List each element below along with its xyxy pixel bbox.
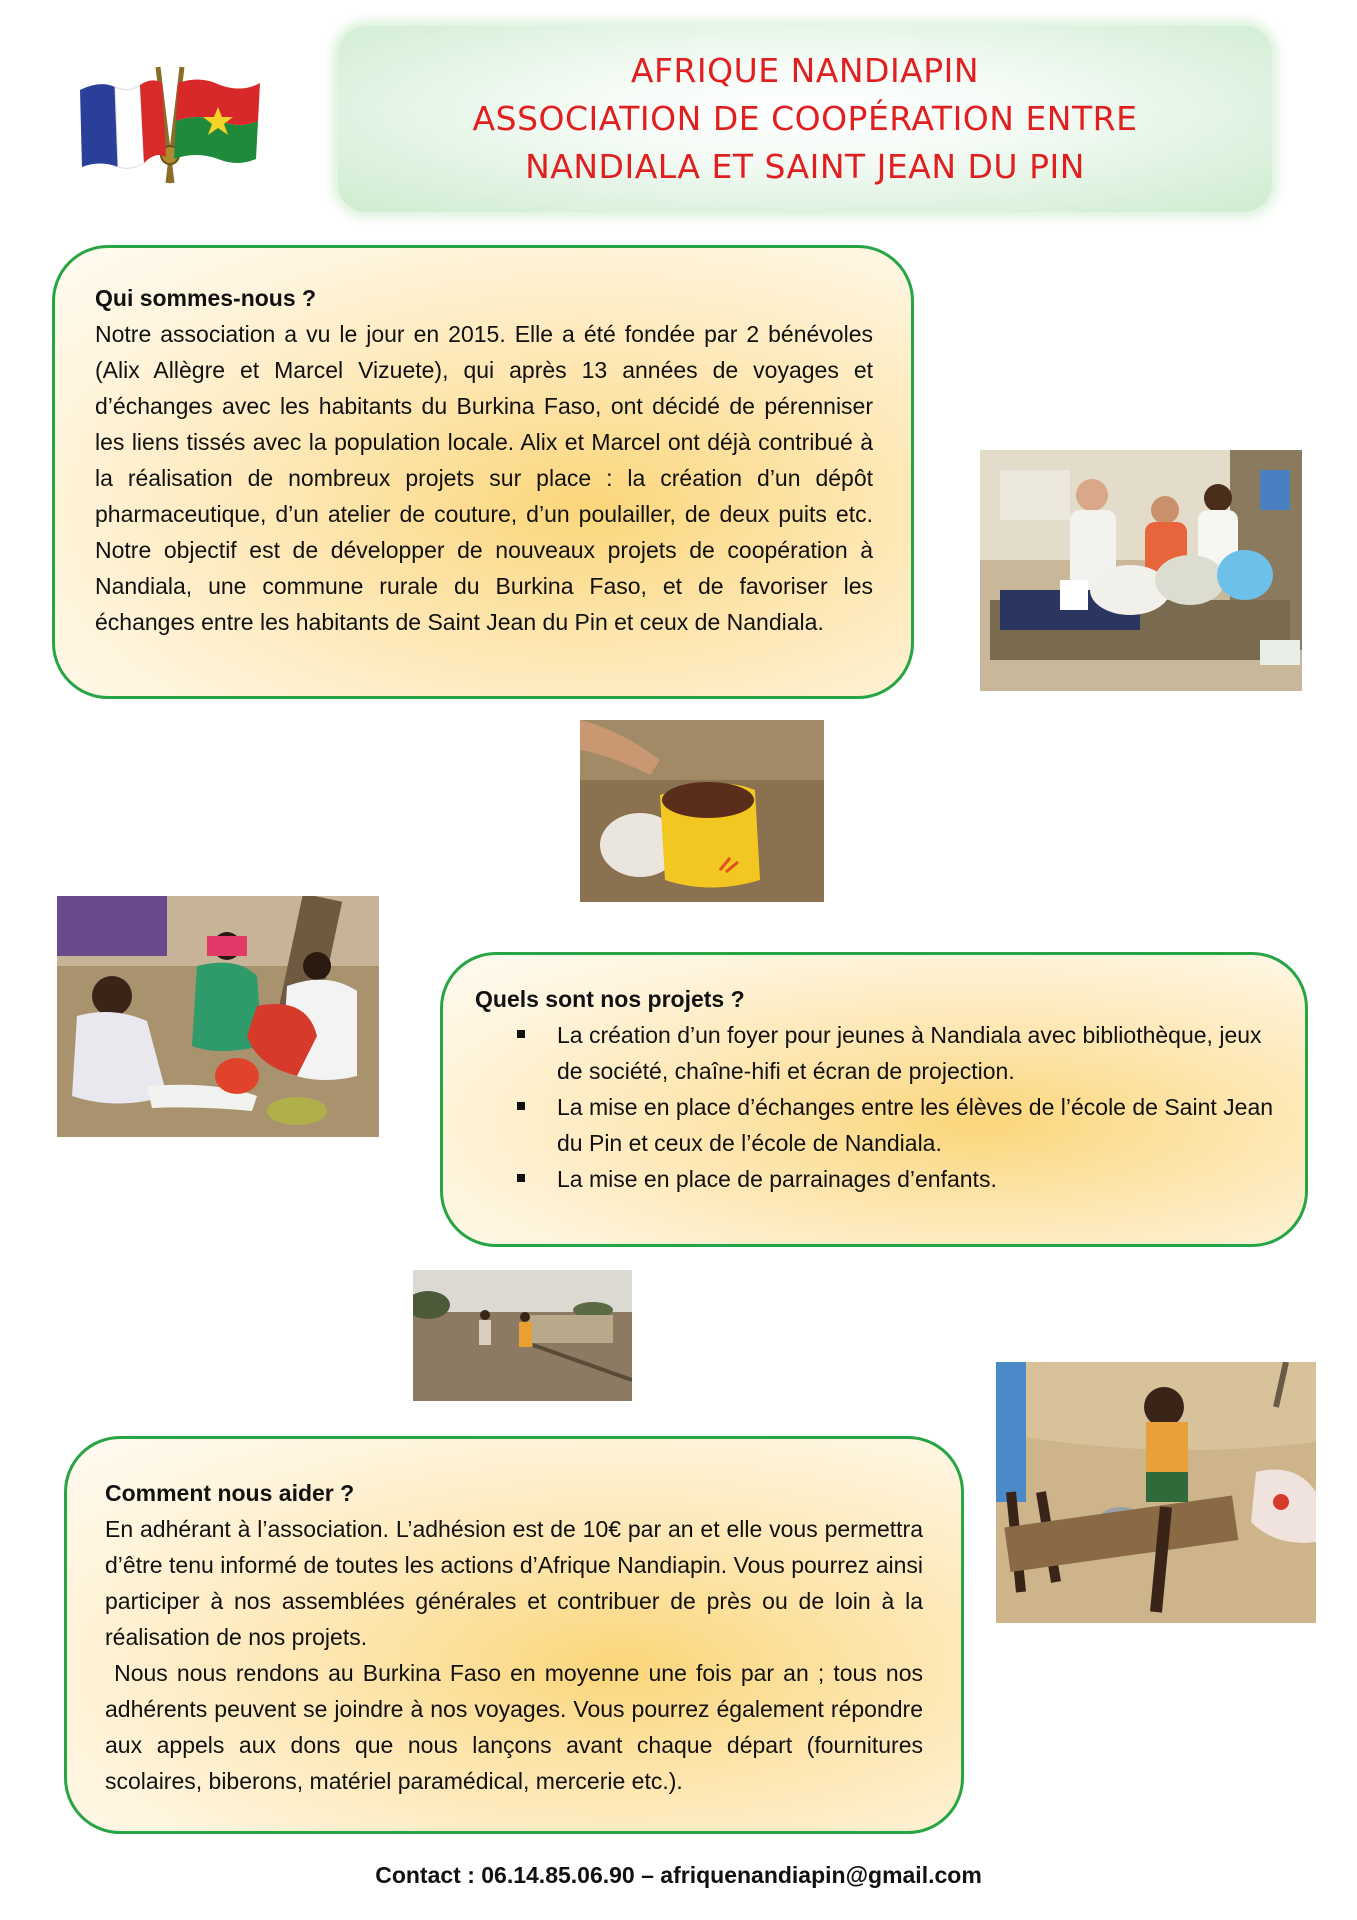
contact-line: Contact : 06.14.85.06.90 – afriquenandiapin@gmail.com	[375, 1862, 982, 1888]
section-2-title: Quels sont nos projets ?	[475, 986, 745, 1012]
section-1-text: Notre association a vu le jour en 2015. Elle a été fondée par 2 bénévoles (Alix Allègre et Marcel Vizuete), qui après 13 années de voyages et d’échanges avec les habitants du Burkina Faso, ont décidé de pérenniser les liens tissés avec la population locale. Alix et Marcel ont déjà contribué à la réalisation de nombreux projets sur place : la création d’un dépôt pharmaceutique, d’un atelier de couture, d’un poulailler, de deux puits etc. Notre objectif est de développer de nouveaux projets de coopération à Nandiala, une commune rurale du Burkina Faso, et de favoriser les échanges entre les habitants de Saint Jean du Pin et ceux de Nandiala.	[95, 321, 873, 635]
photo-women-sitting	[57, 896, 379, 1137]
section-3-paragraph-1: En adhérant à l’association. L’adhésion est de 10€ par an et elle vous permettra d’être tenu informé de toutes les actions d’Afrique Nandiapin. Vous pourrez ainsi participer à nos assemblées générales et contribuer de près ou de loin à la réalisation de nos projets.	[105, 1516, 923, 1650]
section-who-are-we	[52, 245, 914, 699]
section-projects	[440, 952, 1308, 1247]
header-line-3: NANDIALA ET SAINT JEAN DU PIN	[525, 147, 1085, 186]
section-3-title: Comment nous aider ?	[105, 1480, 355, 1506]
photo-field	[413, 1270, 632, 1401]
list-item: La mise en place de parrainages d’enfants.	[517, 1161, 1275, 1197]
photo-group-supplies	[980, 450, 1302, 691]
flags-logo-icon	[70, 55, 270, 190]
photo-child-bowl	[996, 1362, 1316, 1623]
list-item: La mise en place d’échanges entre les élèves de l’école de Saint Jean du Pin et ceux de l’école de Nandiala.	[517, 1089, 1275, 1161]
header-line-2: ASSOCIATION DE COOPÉRATION ENTRE	[472, 99, 1138, 138]
section-how-to-help	[64, 1436, 964, 1834]
photo-grain-sack	[580, 720, 824, 902]
header-banner	[338, 26, 1272, 212]
header-line-1: AFRIQUE NANDIAPIN	[630, 51, 980, 90]
section-1-title: Qui sommes-nous ?	[95, 285, 317, 311]
projects-list	[475, 1017, 1275, 1197]
section-3-paragraph-2: Nous nous rendons au Burkina Faso en moyenne une fois par an ; tous nos adhérents peuvent se joindre à nos voyages. Vous pourrez également répondre aux appels aux dons que nous lançons avant chaque départ (fournitures scolaires, biberons, matériel paramédical, mercerie etc.).	[105, 1660, 930, 1794]
list-item: La création d’un foyer pour jeunes à Nandiala avec bibliothèque, jeux de société, chaîne-hifi et écran de projection.	[517, 1017, 1275, 1089]
